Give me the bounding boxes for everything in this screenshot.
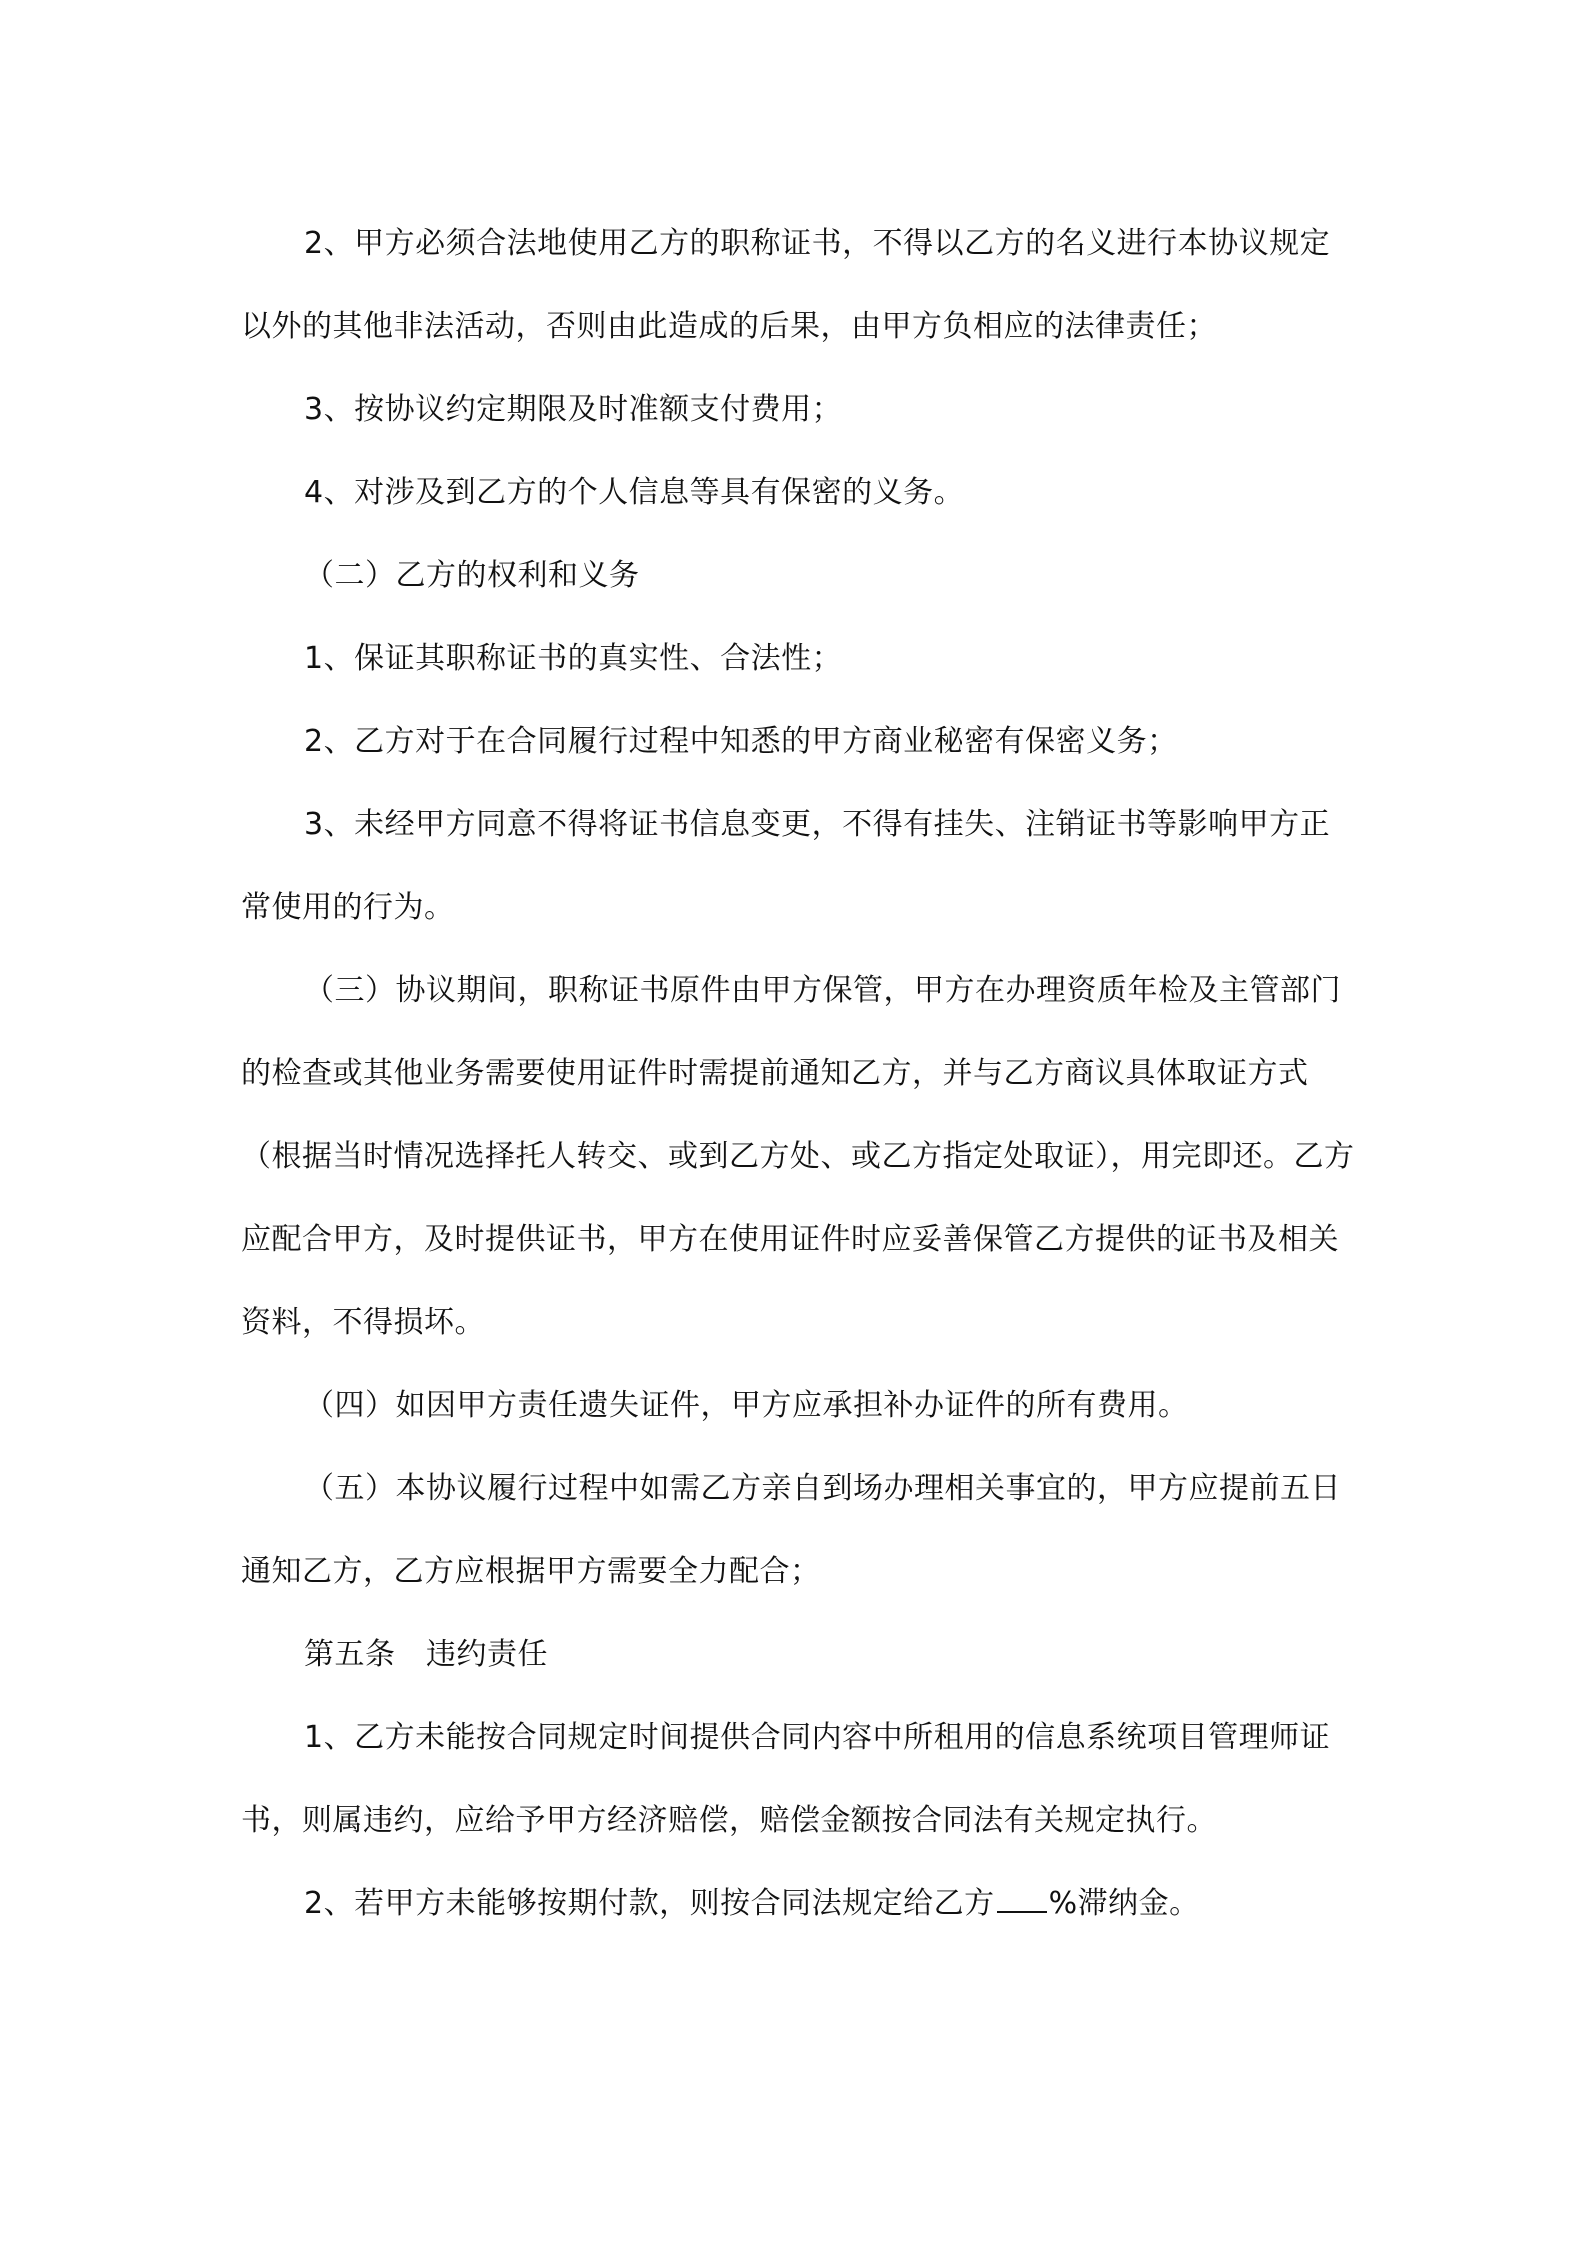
paragraph: 1、乙方未能按合同规定时间提供合同内容中所租用的信息系统项目管理师证书，则属违约，应给予甲方经济赔偿，赔偿金额按合同法有关规定执行。 — [241, 1720, 1331, 1838]
fill-in-blank — [997, 1885, 1047, 1913]
paragraph: 4、对涉及到乙方的个人信息等具有保密的义务。 — [304, 475, 965, 510]
article-heading: 第五条 违约责任 — [304, 1637, 548, 1672]
paragraph: （三）协议期间，职称证书原件由甲方保管，甲方在办理资质年检及主管部门的检查或其他业务需要使用证件时需提前通知乙方，并与乙方商议具体取证方式（根据当时情况选择托人转交、或到乙方处、或乙方指定处取证），用完即还。乙方应配合甲方，及时提供证书，甲方在使用证件时应妥善保管乙方提供的证书及相关资料，不得损坏。 — [241, 973, 1355, 1340]
paragraph: 2、甲方必须合法地使用乙方的职称证书，不得以乙方的名义进行本协议规定以外的其他非法活动，否则由此造成的后果，由甲方负相应的法律责任； — [241, 226, 1331, 344]
paragraph: 2、乙方对于在合同履行过程中知悉的甲方商业秘密有保密义务； — [304, 724, 1178, 759]
paragraph: 3、按协议约定期限及时准额支付费用； — [304, 392, 843, 427]
paragraph: （四）如因甲方责任遗失证件，甲方应承担补办证件的所有费用。 — [304, 1388, 1189, 1423]
paragraph-with-blank — [241, 1862, 1359, 1945]
text-after-blank: %滞纳金。 — [1048, 1886, 1200, 1921]
document-body — [241, 202, 1359, 1945]
paragraph: （五）本协议履行过程中如需乙方亲自到场办理相关事宜的，甲方应提前五日通知乙方，乙方应根据甲方需要全力配合； — [241, 1471, 1341, 1589]
paragraph: 3、未经甲方同意不得将证书信息变更，不得有挂失、注销证书等影响甲方正常使用的行为。 — [241, 807, 1331, 925]
section-heading: （二）乙方的权利和义务 — [304, 558, 640, 593]
text-before-blank: 2、若甲方未能够按期付款，则按合同法规定给乙方 — [304, 1886, 995, 1921]
paragraph: 1、保证其职称证书的真实性、合法性； — [304, 641, 843, 676]
